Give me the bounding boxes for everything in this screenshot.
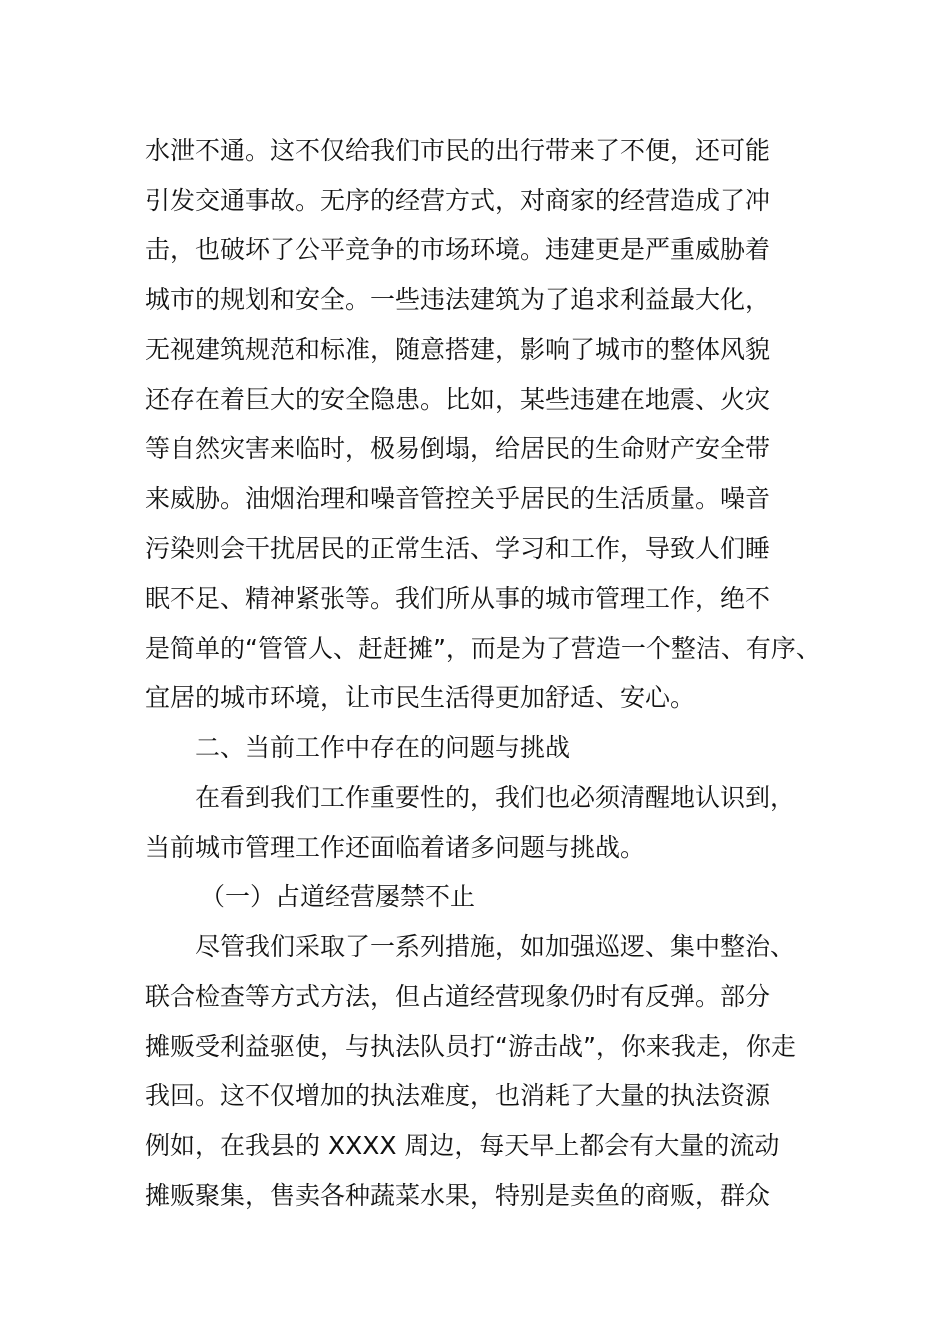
text-line: 引发交通事故。无序的经营方式，对商家的经营造成了冲 xyxy=(145,186,771,215)
text-line: 污染则会干扰居民的正常生活、学习和工作，导致人们睡 xyxy=(145,534,771,563)
text-line: 来威胁。油烟治理和噪音管控关乎居民的生活质量。噪音 xyxy=(145,484,771,513)
text-line: 摊贩受利益驱使，与执法队员打“游击战”，你来我走，你走 xyxy=(145,1032,796,1061)
text-line: 例如，在我县的 XXXX 周边，每天早上都会有大量的流动 xyxy=(145,1131,780,1160)
text-line: 眠不足、精神紧张等。我们所从事的城市管理工作，绝不 xyxy=(145,584,771,613)
section-heading: 二、当前工作中存在的问题与挑战 xyxy=(195,733,571,762)
text-line: 城市的规划和安全。一些违法建筑为了追求利益最大化， xyxy=(145,285,771,314)
text-line: 宜居的城市环境，让市民生活得更加舒适、安心。 xyxy=(145,683,696,712)
text-line: 当前城市管理工作还面临着诸多问题与挑战。 xyxy=(145,833,646,862)
text-line: 摊贩聚集，售卖各种蔬菜水果，特别是卖鱼的商贩，群众 xyxy=(145,1181,771,1210)
text-line: 还存在着巨大的安全隐患。比如，某些违建在地震、火灾 xyxy=(145,385,771,414)
text-line: 在看到我们工作重要性的，我们也必须清醒地认识到， xyxy=(195,783,796,812)
text-line: 是简单的“管管人、赶赶摊”，而是为了营造一个整洁、有序、 xyxy=(145,634,821,663)
text-line: 联合检查等方式方法，但占道经营现象仍时有反弹。部分 xyxy=(145,982,771,1011)
text-line: 无视建筑规范和标准，随意搭建，影响了城市的整体风貌 xyxy=(145,335,771,364)
text-line: 我回。这不仅增加的执法难度，也消耗了大量的执法资源 xyxy=(145,1081,771,1110)
text-line: 击，也破坏了公平竞争的市场环境。违建更是严重威胁着 xyxy=(145,235,771,264)
text-line: 尽管我们采取了一系列措施，如加强巡逻、集中整治、 xyxy=(195,932,796,961)
text-line: 等自然灾害来临时，极易倒塌，给居民的生命财产安全带 xyxy=(145,434,771,463)
text-line: 水泄不通。这不仅给我们市民的出行带来了不便，还可能 xyxy=(145,136,771,165)
subsection-heading: （一）占道经营屡禁不止 xyxy=(200,882,476,911)
